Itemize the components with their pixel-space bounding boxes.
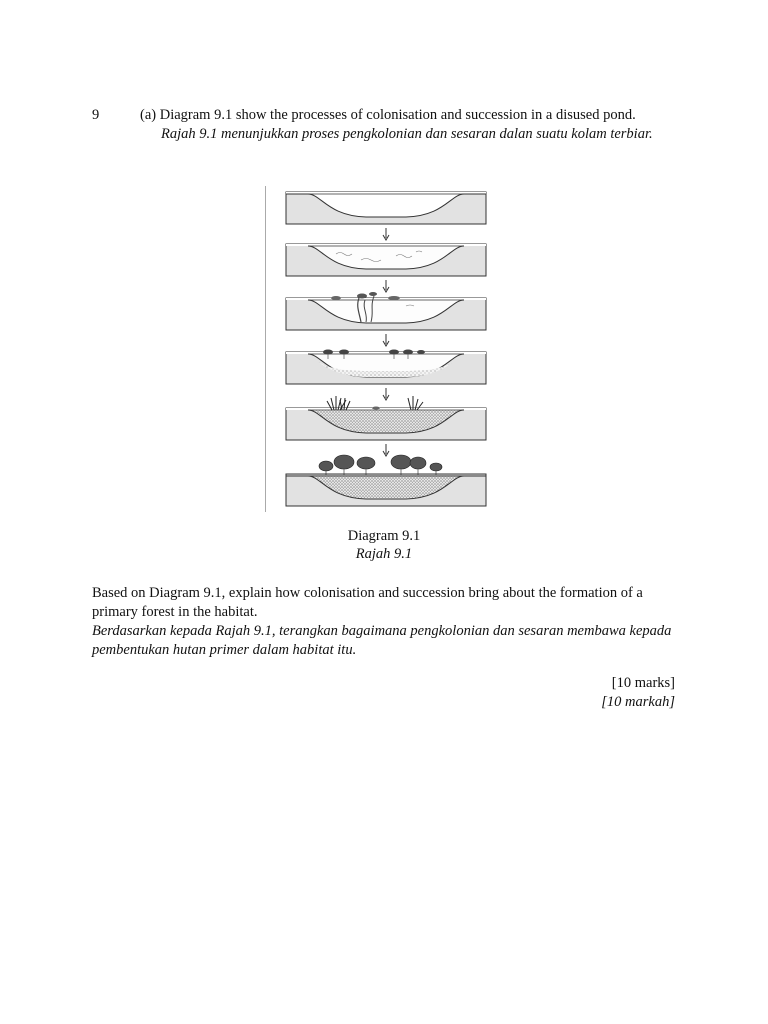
marks-malay: [10 markah] xyxy=(601,694,675,710)
stage-2-algae xyxy=(286,244,486,276)
stage-6-forest xyxy=(286,455,486,506)
stage-5-emergent-plants xyxy=(286,396,486,440)
question-task xyxy=(92,584,682,660)
question-intro xyxy=(140,106,685,144)
task-malay: Berdasarkan kepada Rajah 9.1, terangkan bagaimana pengkolonian dan sesaran membawa kepada pembentukan hutan primer dalam habitat itu. xyxy=(92,623,672,658)
question-number: 9 xyxy=(92,107,100,123)
marks-allocation xyxy=(601,674,675,712)
stage-3-submerged-plants xyxy=(286,292,486,330)
arrow-down-icon xyxy=(383,228,389,240)
succession-diagram xyxy=(265,186,504,512)
stage-4-floating-plants xyxy=(286,350,486,385)
arrow-down-icon xyxy=(383,334,389,346)
task-english: Based on Diagram 9.1, explain how colonisation and succession bring about the formation of a primary forest in the habitat. xyxy=(92,585,643,620)
arrow-down-icon xyxy=(383,444,389,456)
marks-english: [10 marks] xyxy=(611,675,675,691)
figure-caption-english: Diagram 9.1 xyxy=(347,528,421,544)
figure-caption-malay: Rajah 9.1 xyxy=(355,546,413,562)
stage-1-empty-pond xyxy=(286,192,486,224)
intro-english: Diagram 9.1 show the processes of colonisation and succession in a disused pond. xyxy=(159,107,636,123)
arrow-down-icon xyxy=(383,280,389,292)
intro-malay: Rajah 9.1 menunjukkan proses pengkolonian dan sesaran dalan suatu kolam terbiar. xyxy=(161,126,653,142)
arrow-down-icon xyxy=(383,388,389,400)
part-label: (a) xyxy=(140,107,157,123)
